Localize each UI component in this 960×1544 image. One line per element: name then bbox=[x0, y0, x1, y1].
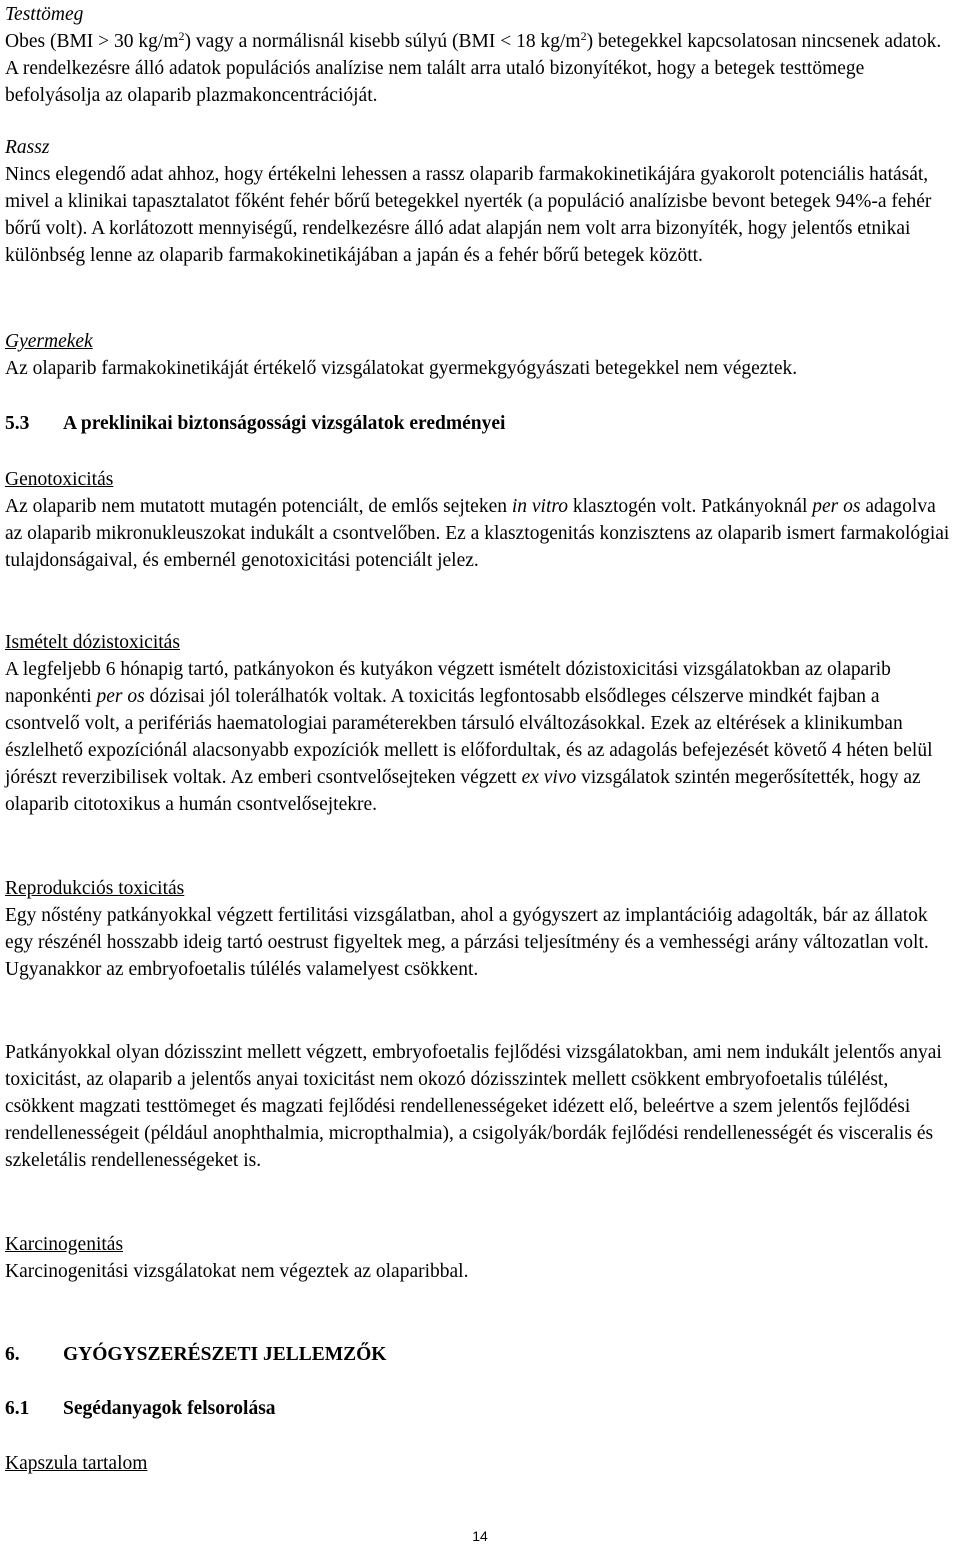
capsule-heading: Kapszula tartalom bbox=[5, 1453, 148, 1474]
page-number: 14 bbox=[472, 1528, 488, 1544]
genotox-heading: Genotoxicitás bbox=[5, 469, 114, 490]
section-number: 5.3 bbox=[5, 413, 30, 434]
repro-paragraph-2-block bbox=[5, 1039, 957, 1174]
genotox-text bbox=[5, 493, 957, 574]
body-weight-text-part: ) vagy a normálisnál kisebb súlyú (BMI < 18 kg/m bbox=[184, 31, 581, 52]
children-heading: Gyermekek bbox=[5, 331, 93, 352]
repeat-dose-text bbox=[5, 656, 957, 818]
repeat-dose-text-part: dózisai jól tolerálhatók voltak. A toxicitás legfontosabb elsődleges célszerve mindkét fajban a csontvelő volt, a perifériás haematologiai paraméterekben társuló elváltozásokkal. Ezek az eltérések a klinikumban észlelhető expozíciónál alacsonyabb expozíciók mellett is előfordultak, és az adagolás befejezését követő 4 héten belül jórészt reverzibilisek voltak. Az emberi csontvelősejteken végzett bbox=[5, 686, 933, 788]
body-weight-heading: Testtömeg bbox=[5, 4, 84, 25]
carcino-heading: Karcinogenitás bbox=[5, 1234, 124, 1255]
carcino-section bbox=[5, 1231, 957, 1285]
children-text: Az olaparib farmakokinetikáját értékelő vizsgálatokat gyermekgyógyászati betegekkel nem végeztek. bbox=[5, 358, 798, 379]
section-title: GYÓGYSZERÉSZETI JELLEMZŐK bbox=[63, 1344, 387, 1365]
carcino-text: Karcinogenitási vizsgálatokat nem végeztek az olaparibbal. bbox=[5, 1261, 469, 1282]
repeat-dose-italic: per os bbox=[96, 686, 145, 707]
repro-paragraph-2: Patkányokkal olyan dózisszint mellett végzett, embryofoetalis fejlődési vizsgálatokban, ami nem indukált jelentős anyai toxicitást, az olaparib a jelentős anyai toxicitást nem okozó dózisszintek mellett csökkent embryofoetalis túlélést, csökkent magzati testtömeget és magzati fejlődési rendellenességeket idézett elő, beleértve a szem jelentős fejlődési rendellenességeit (például anophthalmia, micropthalmia), a csigolyák/bordák fejlődési rendellenességét és visceralis és szkeletális rendellenességeket is. bbox=[5, 1042, 942, 1171]
section-5-3-heading bbox=[5, 410, 957, 437]
genotox-italic: per os bbox=[812, 496, 861, 517]
superscript: 2 bbox=[178, 29, 185, 43]
children-section bbox=[5, 328, 957, 382]
body-weight-text-part: Obes (BMI > 30 kg/m bbox=[5, 31, 179, 52]
repeat-dose-text-part: A legfeljebb 6 hónapig tartó, patkányokon és kutyákon végzett ismételt dózistoxicitási vizsgálatokban az olaparib naponkénti bbox=[5, 659, 891, 707]
genotox-italic: in vitro bbox=[511, 496, 569, 517]
repro-paragraph-1: Egy nőstény patkányokkal végzett fertilitási vizsgálatban, ahol a gyógyszert az implantációig adagolták, bár az állatok egy részénél hosszabb ideig tartó oestrust figyeltek meg, a párzási teljesítmény és a vemhességi arány változatlan volt. Ugyanakkor az embryofoetalis túlélés valamelyest csökkent. bbox=[5, 905, 929, 980]
repeat-dose-italic: ex vivo bbox=[521, 767, 577, 788]
body-weight-text-part: ) betegekkel kapcsolatosan nincsenek adatok. A rendelkezésre álló adatok populációs analízise nem talált arra utaló bizonyítékot, hogy a betegek testtömege befolyásolja az olaparib plazmakoncentrációját. bbox=[5, 31, 942, 106]
repeat-dose-text-part: vizsgálatok szintén megerősítették, hogy az olaparib citotoxikus a humán csontvelősejtekre. bbox=[5, 767, 921, 815]
genotox-section bbox=[5, 466, 957, 574]
repro-section bbox=[5, 875, 957, 983]
section-number: 6.1 bbox=[5, 1398, 30, 1419]
repro-heading: Reprodukciós toxicitás bbox=[5, 878, 185, 899]
repeat-dose-section bbox=[5, 629, 957, 818]
repeat-dose-heading: Ismételt dózistoxicitás bbox=[5, 632, 180, 653]
section-6-1-heading bbox=[5, 1395, 957, 1422]
superscript: 2 bbox=[580, 29, 587, 43]
race-heading: Rassz bbox=[5, 137, 50, 158]
genotox-text-part: Az olaparib nem mutatott mutagén potenciált, de emlős sejteken bbox=[5, 496, 512, 517]
section-title: Segédanyagok felsorolása bbox=[63, 1398, 276, 1419]
genotox-text-part: klasztogén volt. Patkányoknál bbox=[568, 496, 813, 517]
race-section bbox=[5, 134, 957, 269]
body-weight-section bbox=[5, 1, 957, 109]
section-6-heading bbox=[5, 1341, 957, 1368]
race-text: Nincs elegendő adat ahhoz, hogy értékelni lehessen a rassz olaparib farmakokinetikájára gyakorolt potenciális hatását, mivel a klinikai tapasztalatot főként fehér bőrű betegekkel nyerték (a populáció analízisbe bevont betegek 94%-a fehér bőrű volt). A korlátozott mennyiségű, rendelkezésre álló adat alapján nem volt arra bizonyíték, hogy jelentős etnikai különbség lenne az olaparib farmakokinetikájában a japán és a fehér bőrű betegek között. bbox=[5, 164, 932, 266]
section-title: A preklinikai biztonságossági vizsgálatok eredményei bbox=[63, 413, 506, 434]
body-weight-text bbox=[5, 28, 957, 109]
genotox-text-part: adagolva az olaparib mikronukleuszokat indukált a csontvelőben. Ez a klasztogenitás konzisztens az olaparib ismert farmakológiai tulajdonságaival, és embernél genotoxicitási potenciált jelez. bbox=[5, 496, 950, 571]
section-number: 6. bbox=[5, 1344, 20, 1365]
